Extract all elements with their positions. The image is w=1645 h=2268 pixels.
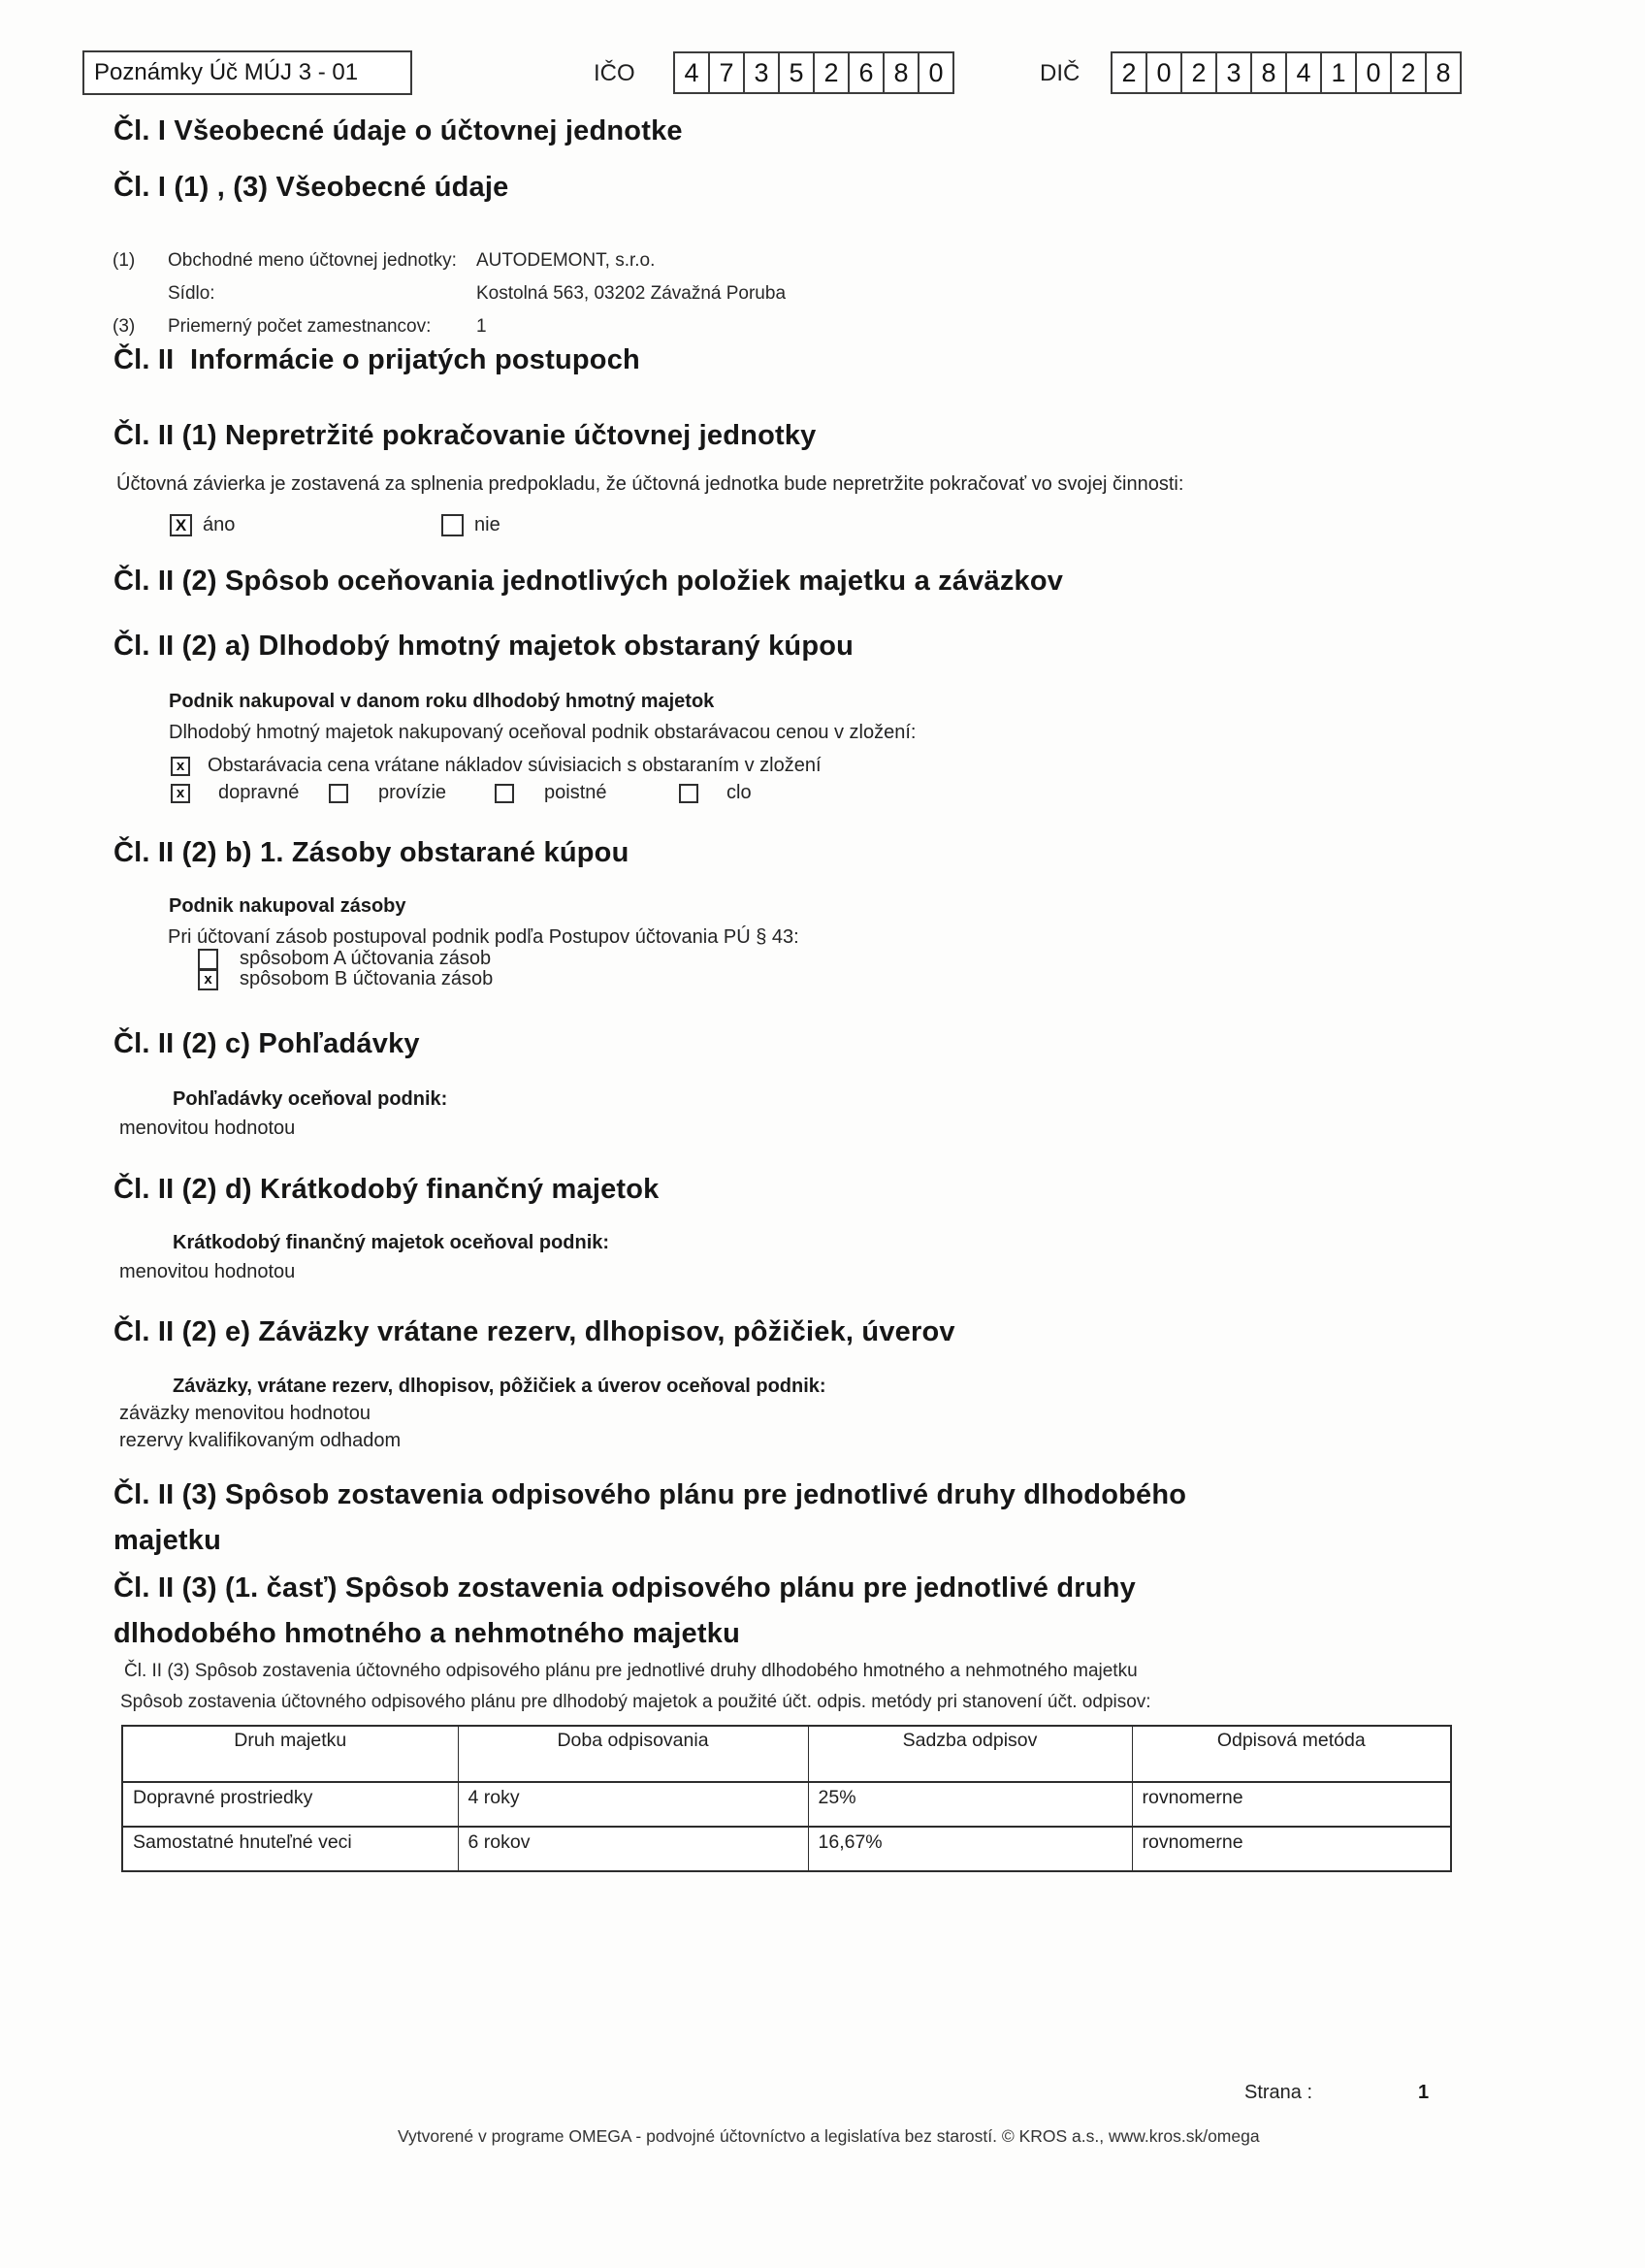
method-b-label: spôsobom B účtovania zásob	[240, 968, 494, 990]
acquisition-cost-checkbox: x	[171, 757, 190, 776]
going-concern-option-yes	[170, 514, 235, 536]
ico-digit-cell: 5	[778, 51, 815, 94]
dic-digit-cell: 0	[1145, 51, 1182, 94]
ico-digit-cell: 3	[743, 51, 780, 94]
table-header-cell: Druh majetku	[122, 1726, 458, 1782]
dic-digit-cell: 4	[1285, 51, 1322, 94]
nie-checkbox-label: nie	[474, 514, 500, 535]
table-cell: 6 rokov	[458, 1827, 808, 1871]
ico-label: IČO	[594, 60, 635, 86]
nie-checkbox	[441, 514, 464, 536]
general-info-block	[0, 250, 1645, 349]
section-heading-liabilities: Čl. II (2) e) Záväzky vrátane rezerv, dlhopisov, pôžičiek, úverov	[113, 1316, 955, 1347]
inventory-bold-label: Podnik nakupoval zásoby	[169, 895, 406, 917]
dic-digit-boxes	[1111, 51, 1462, 94]
section-heading-short-term-assets: Čl. II (2) d) Krátkodobý finančný majetok	[113, 1174, 660, 1205]
ico-digit-cell: 4	[673, 51, 710, 94]
heading-line: dlhodobého hmotného a nehmotného majetku	[113, 1618, 740, 1649]
inventory-statement: Pri účtovaní zásob postupoval podnik podľa Postupov účtovania PÚ § 43:	[168, 926, 799, 948]
table-cell: 16,67%	[808, 1827, 1132, 1871]
dic-digit-cell: 2	[1390, 51, 1427, 94]
table-header-cell: Odpisová metóda	[1132, 1726, 1451, 1782]
dopravne-checkbox: x	[171, 784, 190, 803]
table-row	[122, 1827, 1451, 1871]
dic-digit-cell: 1	[1320, 51, 1357, 94]
section-heading-inventory: Čl. II (2) b) 1. Zásoby obstarané kúpou	[113, 837, 629, 868]
provizie-checkbox	[329, 784, 348, 803]
heading-line: majetku	[113, 1525, 221, 1556]
table-cell: rovnomerne	[1132, 1782, 1451, 1827]
info-row-number: (3)	[113, 316, 136, 337]
inventory-method-a-row	[198, 948, 493, 970]
liabilities-bold-label: Záväzky, vrátane rezerv, dlhopisov, pôžičiek a úverov oceňoval podnik:	[173, 1376, 826, 1397]
table-header-cell: Doba odpisovania	[458, 1726, 808, 1782]
dic-digit-cell: 8	[1425, 51, 1462, 94]
section-heading-general: Čl. I Všeobecné údaje o účtovnej jednotke	[113, 115, 683, 146]
section-heading-going-concern: Čl. II (1) Nepretržité pokračovanie účtovnej jednotky	[113, 420, 817, 451]
section-heading-depreciation-plan	[113, 1473, 1186, 1564]
ano-checkbox: X	[170, 514, 192, 536]
depreciation-desc-line-1: Čl. II (3) Spôsob zostavenia účtovného odpisového plánu pre jednotlivé druhy dlhodobého hmotného a nehmotného majetku	[124, 1661, 1138, 1681]
info-row	[0, 250, 1645, 283]
table-header-row	[122, 1726, 1451, 1782]
liabilities-value-2: rezervy kvalifikovaným odhadom	[119, 1430, 402, 1451]
method-a-label: spôsobom A účtovania zásob	[240, 948, 492, 970]
tangible-assets-statement: Dlhodobý hmotný majetok nakupovaný oceňoval podnik obstarávacou cenou v zložení:	[169, 722, 917, 743]
dic-digit-cell: 0	[1355, 51, 1392, 94]
ico-digit-cell: 6	[848, 51, 885, 94]
dic-digit-cell: 2	[1180, 51, 1217, 94]
short-term-assets-bold-label: Krátkodobý finančný majetok oceňoval podnik:	[173, 1232, 610, 1253]
page-label: Strana :	[1244, 2082, 1313, 2103]
short-term-assets-value: menovitou hodnotou	[119, 1261, 296, 1282]
acquisition-cost-option	[171, 755, 822, 777]
table-cell: 25%	[808, 1782, 1132, 1827]
liabilities-value-1: záväzky menovitou hodnotou	[119, 1403, 371, 1424]
info-row-value: Kostolná 563, 03202 Závažná Poruba	[476, 283, 787, 304]
info-row-label: Obchodné meno účtovnej jednotky:	[168, 250, 457, 271]
info-row-value: AUTODEMONT, s.r.o.	[476, 250, 656, 271]
info-row	[0, 283, 1645, 316]
ico-digit-cell: 0	[918, 51, 954, 94]
dic-digit-cell: 2	[1111, 51, 1147, 94]
acquisition-cost-label: Obstarávacia cena vrátane nákladov súvisiacich s obstaraním v zložení	[208, 755, 822, 776]
info-row-value: 1	[476, 316, 487, 337]
form-id-box: Poznámky Úč MÚJ 3 - 01	[82, 50, 412, 95]
heading-line: Čl. II (3) Spôsob zostavenia odpisového plánu pre jednotlivé druhy dlhodobého	[113, 1479, 1187, 1510]
clo-checkbox	[679, 784, 698, 803]
provizie-label: provízie	[378, 782, 447, 803]
clo-label: clo	[726, 782, 752, 803]
info-row-number: (1)	[113, 250, 136, 271]
tangible-assets-bold-label: Podnik nakupoval v danom roku dlhodobý hmotný majetok	[169, 691, 715, 712]
info-row-label: Priemerný počet zamestnancov:	[168, 316, 432, 337]
table-cell: rovnomerne	[1132, 1827, 1451, 1871]
depreciation-table-wrap	[121, 1725, 1452, 1872]
method-b-checkbox: x	[198, 969, 218, 990]
table-cell: 4 roky	[458, 1782, 808, 1827]
info-row-label: Sídlo:	[168, 283, 215, 304]
depreciation-desc-line-2: Spôsob zostavenia účtovného odpisového plánu pre dlhodobý majetok a použité účt. odpis. metódy pri stanovení účt. odpisov:	[120, 1692, 1151, 1712]
table-header-cell: Sadzba odpisov	[808, 1726, 1132, 1782]
inventory-methods	[198, 948, 493, 990]
page-number: 1	[1418, 2082, 1430, 2103]
section-heading-tangible-assets: Čl. II (2) a) Dlhodobý hmotný majetok obstaraný kúpou	[113, 631, 855, 662]
going-concern-statement: Účtovná závierka je zostavená za splnenia predpokladu, že účtovná jednotka bude nepretržite pokračovať vo svojej činnosti:	[116, 473, 1184, 495]
section-heading-valuation: Čl. II (2) Spôsob oceňovania jednotlivých položiek majetku a záväzkov	[113, 566, 1064, 597]
dic-digit-cell: 3	[1215, 51, 1252, 94]
method-a-checkbox	[198, 949, 218, 970]
table-cell: Dopravné prostriedky	[122, 1782, 458, 1827]
ico-digit-cell: 2	[813, 51, 850, 94]
section-heading-general-1-3: Čl. I (1) , (3) Všeobecné údaje	[113, 172, 509, 203]
footer-credit: Vytvorené v programe OMEGA - podvojné účtovníctvo a legislatíva bez starostí. © KROS a.s., www.kros.sk/omega	[398, 2126, 1260, 2146]
section-heading-procedures: Čl. II Informácie o prijatých postupoch	[113, 344, 640, 375]
table-cell: Samostatné hnuteľné veci	[122, 1827, 458, 1871]
receivables-bold-label: Pohľadávky oceňoval podnik:	[173, 1088, 448, 1110]
section-heading-depreciation-plan-part1	[113, 1566, 1136, 1657]
ico-digit-cell: 8	[883, 51, 919, 94]
heading-line: Čl. II (3) (1. časť) Spôsob zostavenia odpisového plánu pre jednotlivé druhy	[113, 1572, 1136, 1604]
ico-digit-boxes	[673, 51, 954, 94]
table-row	[122, 1782, 1451, 1827]
section-heading-receivables: Čl. II (2) c) Pohľadávky	[113, 1028, 420, 1059]
poistne-label: poistné	[544, 782, 607, 803]
depreciation-table	[121, 1725, 1452, 1872]
receivables-value: menovitou hodnotou	[119, 1118, 296, 1139]
poistne-checkbox	[495, 784, 514, 803]
ico-digit-cell: 7	[708, 51, 745, 94]
dopravne-label: dopravné	[218, 782, 300, 803]
inventory-method-b-row	[198, 968, 493, 990]
dic-label: DIČ	[1040, 60, 1081, 86]
dic-digit-cell: 8	[1250, 51, 1287, 94]
ano-checkbox-label: áno	[203, 514, 236, 535]
going-concern-option-no	[441, 514, 500, 536]
